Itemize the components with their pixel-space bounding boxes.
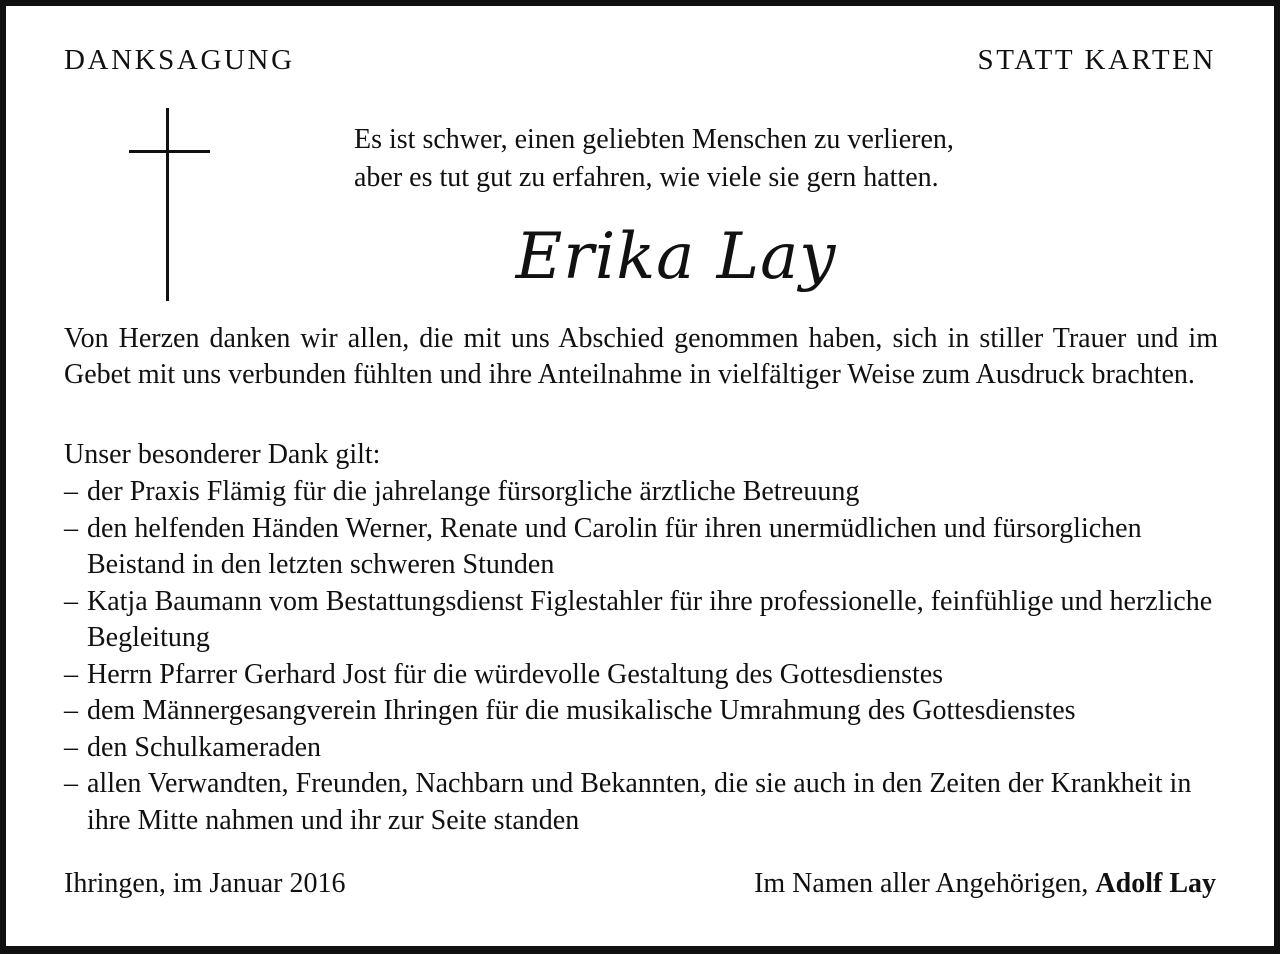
list-dash: –: [64, 585, 78, 617]
cross-horizontal-bar: [129, 150, 210, 153]
thanks-list: [64, 474, 1224, 839]
thanks-item: [64, 766, 1224, 839]
quote-line-2: aber es tut gut zu erfahren, wie viele sie gern hatten.: [354, 162, 939, 193]
list-dash: –: [64, 731, 78, 763]
signer-name: Adolf Lay: [1095, 868, 1216, 899]
signature: [754, 866, 1216, 902]
thanks-item-text: den Schulkameraden: [87, 731, 322, 763]
thanks-item: [64, 511, 1224, 584]
list-dash: –: [64, 476, 78, 507]
quote-line-1: Es ist schwer, einen geliebten Menschen zu verlieren,: [354, 124, 954, 155]
thanks-item-text: allen Verwandten, Freunden, Nachbarn und Bekannten, die sie auch in den Zeiten der Krankheit in ihre Mitte nahmen und ihr zur Seite standen: [87, 768, 1192, 836]
thanks-item: [64, 584, 1224, 657]
thanks-heading: Unser besonderer Dank gilt:: [64, 439, 381, 470]
list-dash: –: [64, 658, 78, 690]
thanks-item-text: den helfenden Händen Werner, Renate und Carolin für ihren unermüdlichen und fürsorglichen Beistand in den letzten schweren Stunden: [87, 512, 1142, 580]
thanks-item: [64, 730, 1224, 767]
thanks-item: [64, 657, 1224, 694]
thanks-item-text: der Praxis Flämig für die jahrelange fürsorgliche ärztliche Betreuung: [87, 476, 860, 507]
list-dash: –: [64, 695, 78, 726]
signature-prefix: Im Namen aller Angehörigen,: [754, 868, 1089, 899]
deceased-name: Erika Lay: [515, 220, 837, 294]
list-dash: –: [64, 768, 78, 799]
thanks-item-text: Katja Baumann vom Bestattungsdienst Figlestahler für ihre professionelle, feinfühlige und herzliche Begleitung: [87, 585, 1213, 653]
thanks-item-text: Herrn Pfarrer Gerhard Jost für die würdevolle Gestaltung des Gottesdienstes: [87, 658, 944, 690]
body-text: Von Herzen danken wir allen, die mit uns Abschied genommen haben, sich in stiller Trauer und im Gebet mit uns verbunden fühlten und ihre Anteilnahme in vielfältiger Weise zum Ausdruck brachten.: [64, 323, 1218, 390]
thanks-item: [64, 693, 1224, 730]
place-date: Ihringen, im Januar 2016: [64, 868, 346, 899]
quote: [354, 121, 954, 197]
header-danksagung: DANKSAGUNG: [64, 44, 295, 76]
header-statt-karten: STATT KARTEN: [977, 44, 1216, 76]
list-dash: –: [64, 512, 78, 544]
thanks-item: [64, 474, 1224, 511]
thanks-item-text: dem Männergesangverein Ihringen für die musikalische Umrahmung des Gottesdienstes: [87, 695, 1076, 726]
